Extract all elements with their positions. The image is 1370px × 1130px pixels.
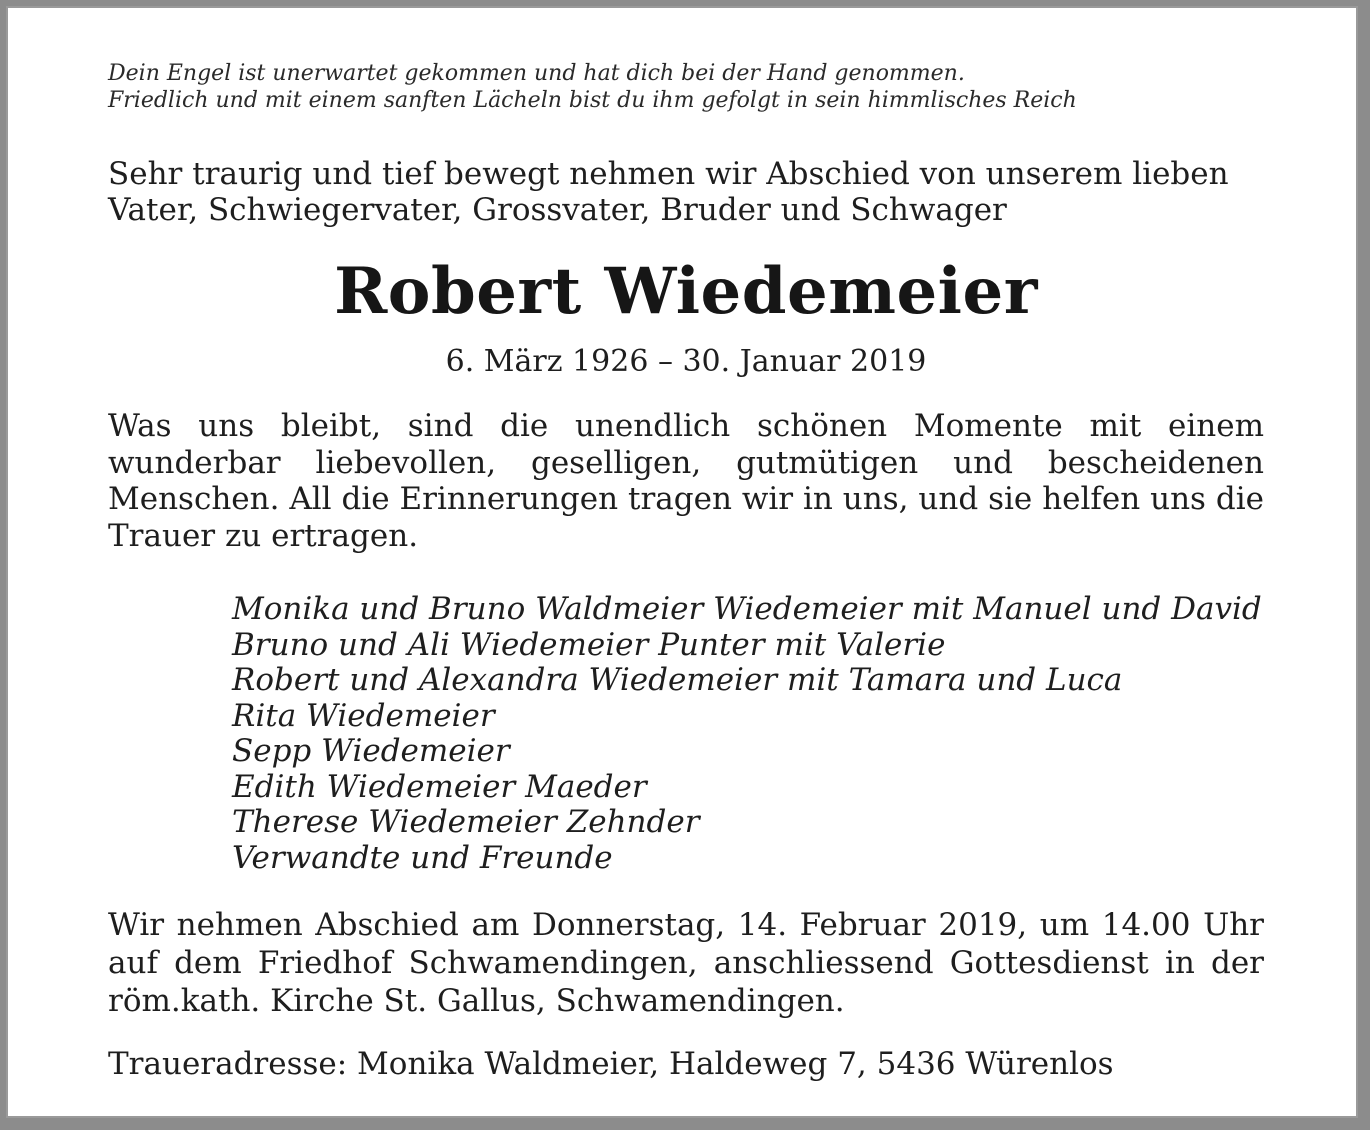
intro-text [108,156,1264,228]
life-dates: 6. März 1926 – 30. Januar 2019 [445,344,927,379]
mourner-entry: Therese Wiedemeier Zehnder [232,804,700,840]
mourner-entry: Monika und Bruno Waldmeier Wiedemeier mit Manuel und David [232,591,1262,627]
obituary-notice [6,6,1358,1118]
mourner-entry: Sepp Wiedemeier [232,733,510,769]
motto-line-2: Friedlich und mit einem sanften Lächeln bist du ihm gefolgt in sein himmlisches Reich [108,88,1077,113]
mourner-entry: Robert und Alexandra Wiedemeier mit Tamara und Luca [232,662,1123,698]
intro-line-2: Vater, Schwiegervater, Grossvater, Bruder und Schwager [108,192,1007,228]
mourner-entry: Edith Wiedemeier Maeder [232,768,647,805]
mourners-list [232,592,1272,876]
motto-verse [108,60,1264,114]
mourner-entry: Rita Wiedemeier [232,697,495,734]
deceased-name: Robert Wiedemeier [334,254,1038,329]
mourner-entry: Bruno und Ali Wiedemeier Punter mit Valerie [232,626,946,663]
motto-line-1: Dein Engel ist unerwartet gekommen und hat dich bei der Hand genommen. [108,61,965,86]
tribute-paragraph: Was uns bleibt, sind die unendlich schönen Momente mit einem wunderbar liebevollen, geselligen, gutmütigen und bescheidenen Menschen. All die Erinnerungen tragen wir in uns, und sie helfen uns die Trauer zu ertragen. [108,408,1264,554]
funeral-service-info: Wir nehmen Abschied am Donnerstag, 14. Februar 2019, um 14.00 Uhr auf dem Friedhof Schwamendingen, anschliessend Gottesdienst in der röm.kath. Kirche St. Gallus, Schwamendingen. [108,907,1264,1019]
intro-line-1: Sehr traurig und tief bewegt nehmen wir Abschied von unserem lieben [108,156,1229,192]
mourner-entry: Verwandte und Freunde [232,839,613,876]
mourning-address: Traueradresse: Monika Waldmeier, Haldeweg 7, 5436 Würenlos [108,1046,1114,1082]
